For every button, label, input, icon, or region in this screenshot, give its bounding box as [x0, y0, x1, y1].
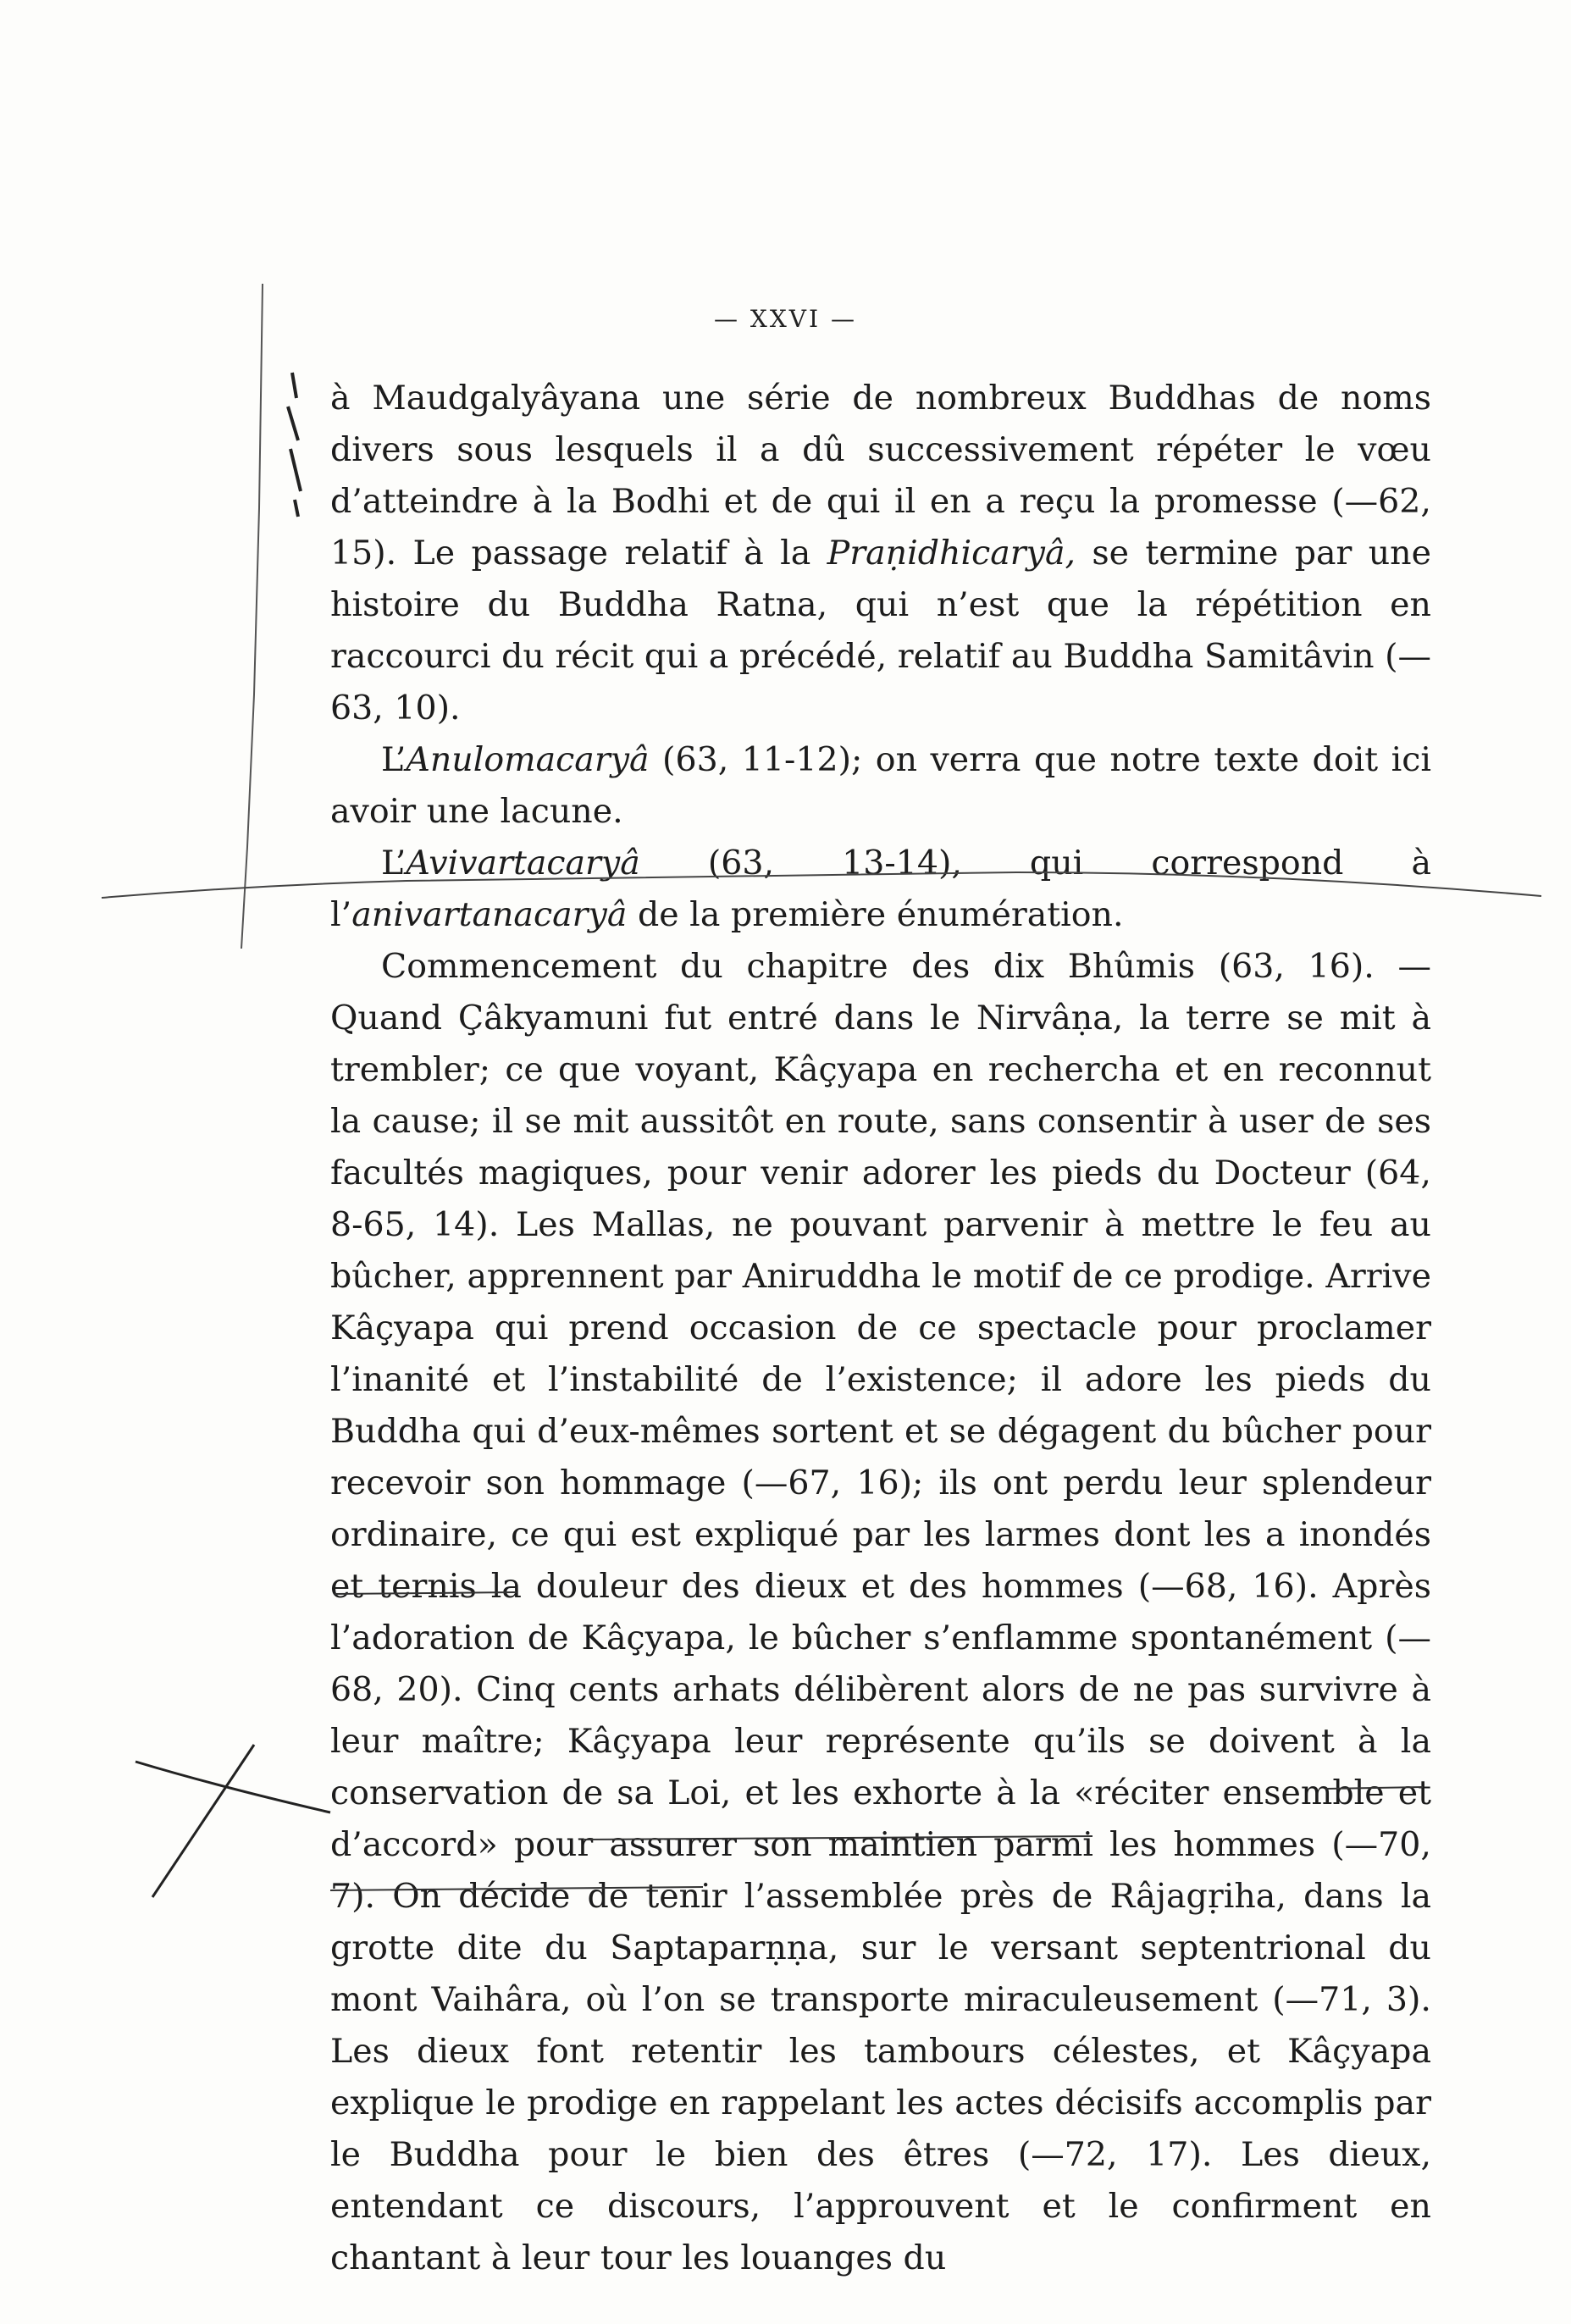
text-run: L’ — [381, 844, 407, 883]
text-run: (63, 13-14), qui correspond à l’ — [330, 844, 1431, 934]
italic-term: Praṇidhicaryâ, — [827, 534, 1076, 573]
text-run: à Maudgalyâyana une série de nombreux Buddhas de noms divers sous lesquels il a dû successivement répéter le vœu d’atteindre à la Bodhi et de qui il en a reçu la promesse (—62, 15). Le passage relatif à la — [330, 379, 1431, 573]
text-run: se termine par une histoire du Buddha Ratna, qui n’est que la répétition en raccourci du récit qui a précédé, relatif au Buddha Samitâvin (— 63, 10). — [330, 534, 1431, 728]
margin-vertical-line — [241, 284, 263, 949]
text-run: (63, 11-12); on verra que notre texte doit ici avoir une lacune. — [330, 740, 1431, 831]
margin-scribble — [288, 373, 301, 517]
paragraph — [330, 838, 1431, 941]
body-text — [330, 373, 1431, 2284]
italic-term: Avivartacaryâ — [406, 844, 640, 883]
italic-term: Anulomacaryâ — [406, 740, 650, 779]
cross-mark — [152, 1745, 254, 1897]
cross-mark — [136, 1762, 330, 1812]
paragraph — [330, 373, 1431, 734]
paragraph — [330, 734, 1431, 838]
text-run: Commencement du chapitre des dix Bhûmis (63, 16). — Quand Çâkyamuni fut entré dans le Nirvâṇa, la terre se mit à trembler; ce que voyant, Kâçyapa en rechercha et en reconnut la cause; il se mit aussitôt en route, sans consentir à user de ses facultés magiques, pour venir adorer les pieds du Docteur (64, 8-65, 14). Les Mallas, ne pouvant parvenir à mettre le feu au bûcher, apprennent par Aniruddha le motif de ce prodige. Arrive Kâçyapa qui prend occasion de ce spectacle pour proclamer l’inanité et l’instabilité de l’existence; il adore les pieds du Buddha qui d’eux-mêmes sortent et se dégagent du bûcher pour recevoir son hommage (—67, 16); ils ont perdu leur splendeur ordinaire, ce qui est expliqué par les larmes dont les a inondés et ternis la douleur des dieux et des hommes (—68, 16). Après l’adoration de Kâçyapa, le bûcher s’enflamme spontanément (—68, 20). Cinq cents arhats délibèrent alors de ne pas survivre à leur maître; Kâçyapa leur représente qu’ils se doivent à la conservation de sa Loi, et les exhorte à la «réciter ensemble et d’accord» pour assurer son maintien parmi les hommes (—70, 7). On décide de tenir l’assemblée près de Râjagṛiha, dans la grotte dite du Saptaparṇṇa, sur le versant septentrional du mont Vaihâra, où l’on se transporte miraculeusement (—71, 3). Les dieux font retentir les tambours célestes, et Kâçyapa explique le prodige en rappelant les actes décisifs accomplis par le Buddha pour le bien des êtres (—72, 17). Les dieux, entendant ce discours, l’approuvent et le confirment en chantant à leur tour les louanges du — [330, 947, 1431, 2277]
text-run: de la première énumération. — [627, 895, 1124, 934]
paragraph — [330, 941, 1431, 2284]
text-run: L’ — [381, 740, 407, 779]
italic-term: anivartanacaryâ — [351, 895, 628, 934]
page-number: — XXVI — — [714, 305, 857, 333]
